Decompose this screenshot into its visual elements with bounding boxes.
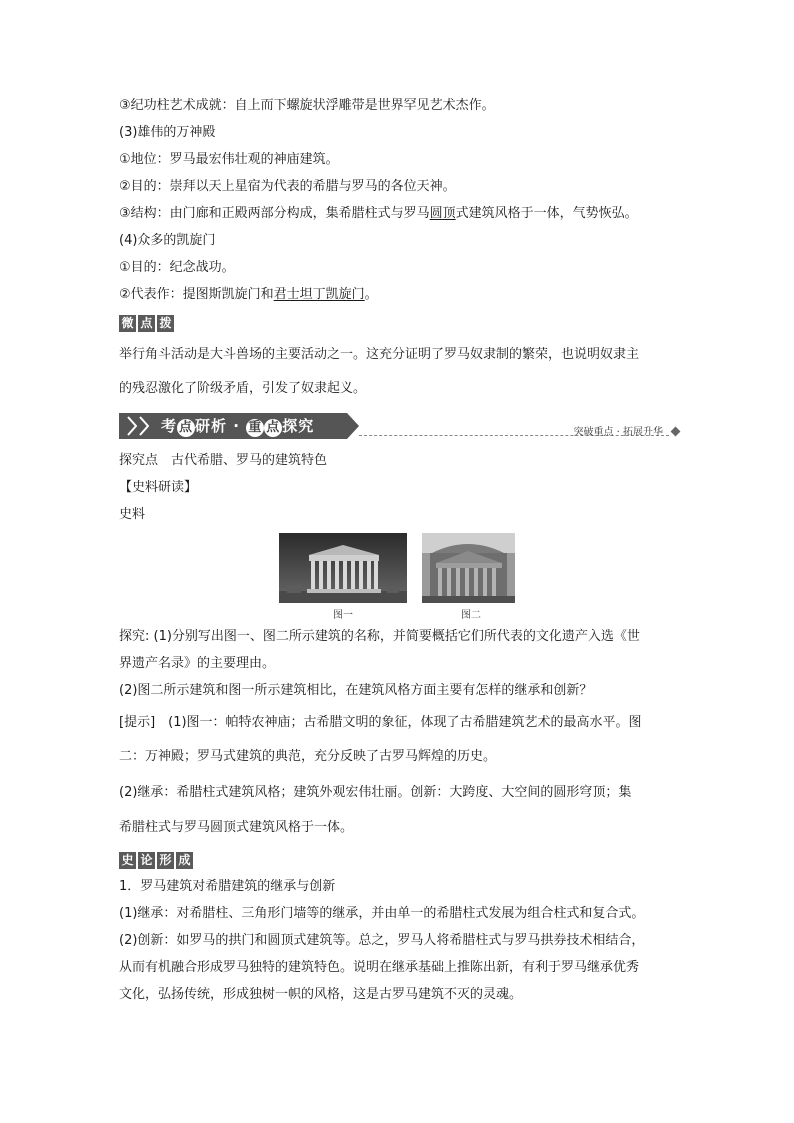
diamond-icon [671,427,681,437]
text-line: ①地位：罗马最宏伟壮观的神庙建筑。 [119,152,339,167]
theory-text: 从而有机融合形成罗马独特的建筑特色。说明在继承基础上推陈出新，有利于罗马继承优秀 [119,960,640,975]
underlined-term: 君士坦丁凯旋门 [273,287,365,302]
question-line: (2)图二所示建筑和图一所示建筑相比，在建筑风格方面主要有怎样的继承和创新？ [119,683,593,698]
answer-line: 希腊柱式与罗马圆顶式建筑风格于一体。 [119,820,354,835]
chevron-icon [139,416,149,436]
shiliao-label: 史料 [119,507,146,522]
theory-text: 文化，弘扬传统，形成独树一帜的风格，这是古罗马建筑不灭的灵魂。 [119,987,523,1002]
answer-line: [提示] (1)图一：帕特农神庙；古希腊文明的象征，体现了古希腊建筑艺术的最高水平。图 [119,715,642,730]
bracket-heading: 【史料研读】 [119,480,198,495]
theory-heading: 1．罗马建筑对希腊建筑的继承与创新 [119,879,336,894]
answer-line: (2)继承：希腊柱式建筑风格；建筑外观宏伟壮丽。创新：大跨度、大空间的圆形穹顶；集 [119,785,632,800]
question-line: 探究: (1)分别写出图一、图二所示建筑的名称，并简要概括它们所代表的文化遗产入选《世 [119,629,640,644]
theory-text: (2)创新：如罗马的拱门和圆顶式建筑等。总之，罗马人将希腊柱式与罗马拱券技术相结合， [119,933,645,948]
section-banner [119,413,679,439]
theory-tag: 史 论 形 成 [119,852,193,869]
parthenon-photo [279,533,407,603]
caption-fig1: 图一 [333,610,353,621]
subheading: (3)雄伟的万神殿 [119,125,216,140]
pantheon-photo [422,533,515,603]
text-line: ③纪功柱艺术成就：自上而下螺旋状浮雕带是世界罕见艺术杰作。 [119,98,495,113]
banner-title: 考 点 研析 · 重 点 探究 [161,417,315,435]
text-line: ②代表作：提图斯凯旋门和君士坦丁凯旋门。 [119,287,378,302]
answer-line: 二：万神殿；罗马式建筑的典范，充分反映了古罗马辉煌的历史。 [119,749,497,764]
banner-subtitle: 突破重点 · 拓展升华 [573,427,663,438]
text-line: ②目的：崇拜以天上星宿为代表的希腊与罗马的各位天神。 [119,179,456,194]
subheading: (4)众多的凯旋门 [119,233,216,248]
theory-text: (1)继承：对希腊柱、三角形门墙等的继承，并由单一的希腊柱式发展为组合柱式和复合式。 [119,906,645,921]
text-line: ①目的：纪念战功。 [119,260,235,275]
chevron-icon [127,416,137,436]
tip-text: 的残忍激化了阶级矛盾，引发了奴隶起义。 [119,381,367,396]
tip-tag: 微 点 拨 [119,315,174,332]
underlined-term: 圆顶 [429,206,456,221]
question-line: 界遗产名录》的主要理由。 [119,656,276,671]
tip-text: 举行角斗活动是大斗兽场的主要活动之一。这充分证明了罗马奴隶制的繁荣，也说明奴隶主 [119,347,640,362]
caption-fig2: 图二 [461,610,481,621]
topic-line: 探究点 古代希腊、罗马的建筑特色 [119,453,328,468]
text-line: ③结构：由门廊和正殿两部分构成，集希腊柱式与罗马圆顶式建筑风格于一体，气势恢弘。 [119,206,638,221]
